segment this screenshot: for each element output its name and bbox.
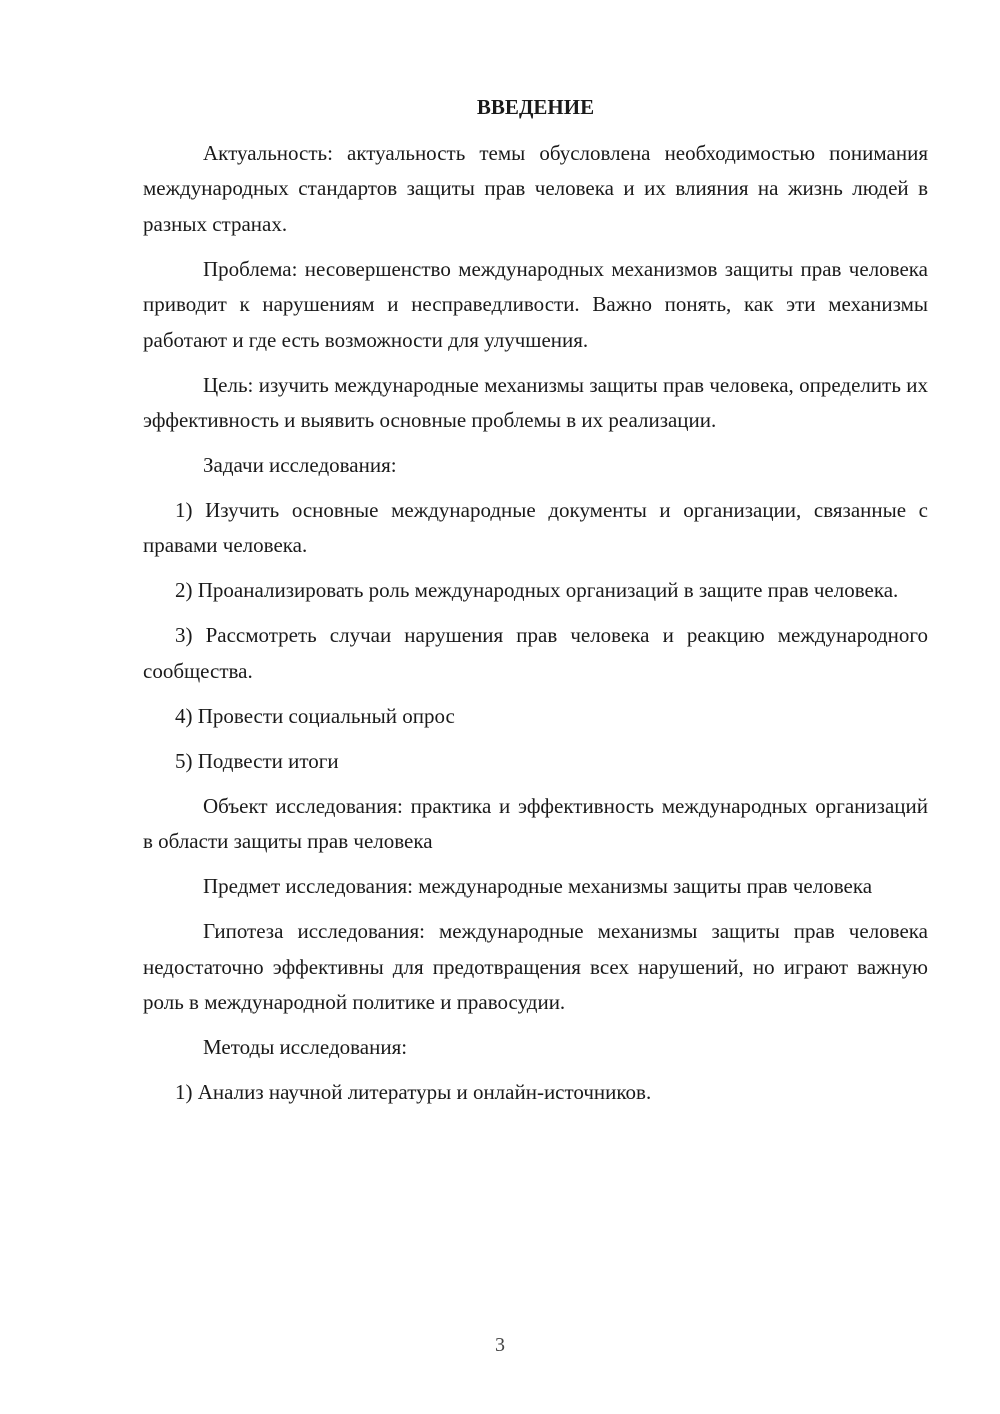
list-item: 1) Изучить основные международные документы и организации, связанные с правами человека. [143, 498, 928, 558]
list-item: 5) Подвести итоги [175, 748, 339, 773]
page-number: 3 [495, 1334, 505, 1356]
tasks-list [143, 493, 928, 779]
subject-paragraph: Предмет исследования: международные механизмы защиты прав человека [203, 874, 873, 899]
list-item: 2) Проанализировать роль международных организаций в защите прав человека. [175, 578, 899, 603]
relevance-paragraph: Актуальность: актуальность темы обусловлена необходимостью понимания международных стандартов защиты прав человека и их влияния на жизнь людей в разных странах. [143, 141, 928, 236]
goal-paragraph: Цель: изучить международные механизмы защиты прав человека, определить их эффективность и выявить основные проблемы в их реализации. [143, 372, 928, 433]
methods-heading: Методы исследования: [203, 1035, 408, 1060]
list-item: 3) Рассмотреть случаи нарушения прав человека и реакцию международного сообщества. [143, 623, 928, 683]
list-item: 4) Провести социальный опрос [175, 703, 455, 728]
object-paragraph: Объект исследования: практика и эффективность международных организаций в области защиты прав человека [143, 793, 928, 854]
methods-list [143, 1075, 928, 1110]
document-page [143, 90, 928, 1120]
list-item: 1) Анализ научной литературы и онлайн-источников. [175, 1080, 652, 1105]
hypothesis-paragraph: Гипотеза исследования: международные механизмы защиты прав человека недостаточно эффективны для предотвращения всех нарушений, но играют важную роль в международной политике и правосудии. [143, 919, 928, 1015]
tasks-heading: Задачи исследования: [203, 453, 397, 478]
problem-paragraph: Проблема: несовершенство международных механизмов защиты прав человека приводит к нарушениям и несправедливости. Важно понять, как эти механизмы работают и где есть возможности для улучшения. [143, 256, 928, 352]
page-title: ВВЕДЕНИЕ [476, 95, 595, 119]
